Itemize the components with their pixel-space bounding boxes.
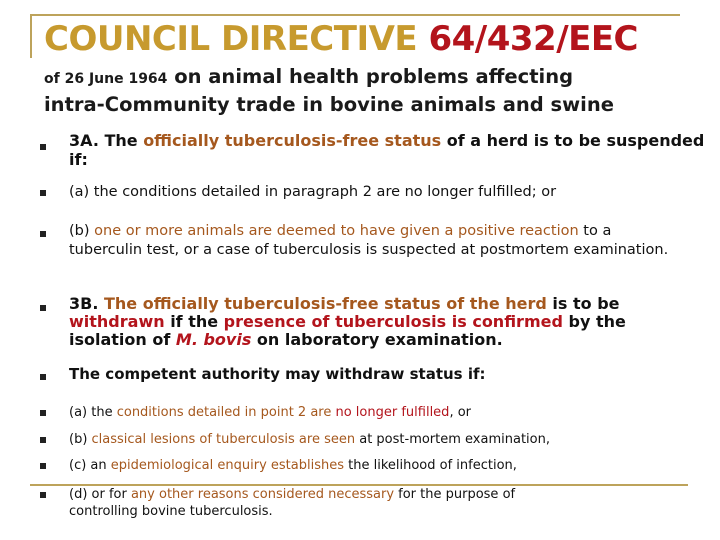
bullet-square-icon <box>40 305 46 311</box>
text-run-highlight: one or more animals are deemed to have given a positive reaction <box>94 223 579 239</box>
bullet-square-icon <box>40 463 46 469</box>
text-run: at post-mortem examination, <box>355 432 550 447</box>
text-run-highlight: The officially tuberculosis-free status of the herd <box>103 294 547 313</box>
frame-top-rule <box>30 14 680 16</box>
text-run: of a herd is to be suspended if: <box>69 131 705 169</box>
text-run: (b) <box>69 223 95 239</box>
text-run-highlight: any other reasons considered necessary <box>130 487 395 502</box>
text-run: , or <box>449 405 472 420</box>
bullet-text <box>69 431 709 448</box>
frame-left-rule <box>30 14 32 58</box>
text-run: (c) an <box>69 458 111 473</box>
bullet-square-icon <box>40 410 46 416</box>
subtitle-line2: intra-Community trade in bovine animals and swine <box>44 93 614 116</box>
bullet-text <box>69 222 669 260</box>
title-main: COUNCIL DIRECTIVE <box>44 19 429 59</box>
bullet-square-icon <box>40 190 46 196</box>
bullet-square-icon <box>40 231 46 237</box>
bullet-square-icon <box>40 144 46 150</box>
text-run: (b) <box>69 432 92 447</box>
text-run: (d) or for <box>69 487 131 502</box>
page-subtitle <box>44 64 704 117</box>
text-run: if the <box>164 312 224 331</box>
bullet-square-icon <box>40 492 46 498</box>
bullet-text <box>69 131 709 169</box>
bullet-text <box>69 365 709 384</box>
bullet-text <box>69 404 709 421</box>
bullet-text <box>69 457 709 474</box>
text-run-highlight: withdrawn <box>69 312 165 331</box>
text-run: The competent authority may withdraw status if: <box>69 365 486 383</box>
page-title <box>44 19 638 59</box>
bullet-text <box>69 183 709 201</box>
text-run-highlight: conditions detailed in point 2 are <box>116 405 336 420</box>
text-run: the likelihood of infection, <box>344 458 517 473</box>
bullet-square-icon <box>40 437 46 443</box>
text-run: for the purpose of controlling bovine tuberculosis. <box>69 487 516 519</box>
text-run-highlight: officially tuberculosis-free status <box>143 131 442 150</box>
text-run: on laboratory examination. <box>251 330 503 349</box>
bullet-text <box>69 486 569 520</box>
text-run-italic: M. bovis <box>175 330 252 349</box>
text-run-highlight: epidemiological enquiry establishes <box>110 458 344 473</box>
text-run-highlight: classical lesions of tuberculosis are seen <box>91 432 356 447</box>
bullet-square-icon <box>40 374 46 380</box>
text-run: (a) the conditions detailed in paragraph 2 are no longer fulfilled; or <box>69 184 557 200</box>
text-run: to a tuberculin test, or a case of tuberculosis is suspected at postmortem examination. <box>69 223 669 258</box>
text-run: 3B. <box>69 294 104 313</box>
bullet-text <box>69 295 644 349</box>
text-run: (a) the <box>69 405 117 420</box>
text-run-highlight: no longer fulfilled <box>335 405 450 420</box>
title-number: 64/432/EEC <box>428 19 639 59</box>
text-run: is to be <box>546 294 620 313</box>
subtitle-date: of 26 June 1964 <box>44 71 168 87</box>
text-run: by the isolation of <box>69 312 626 349</box>
subtitle-line1: on animal health problems affecting <box>167 65 574 88</box>
text-run: 3A. The <box>69 131 144 150</box>
text-run-highlight: presence of tuberculosis is confirmed <box>223 312 563 331</box>
